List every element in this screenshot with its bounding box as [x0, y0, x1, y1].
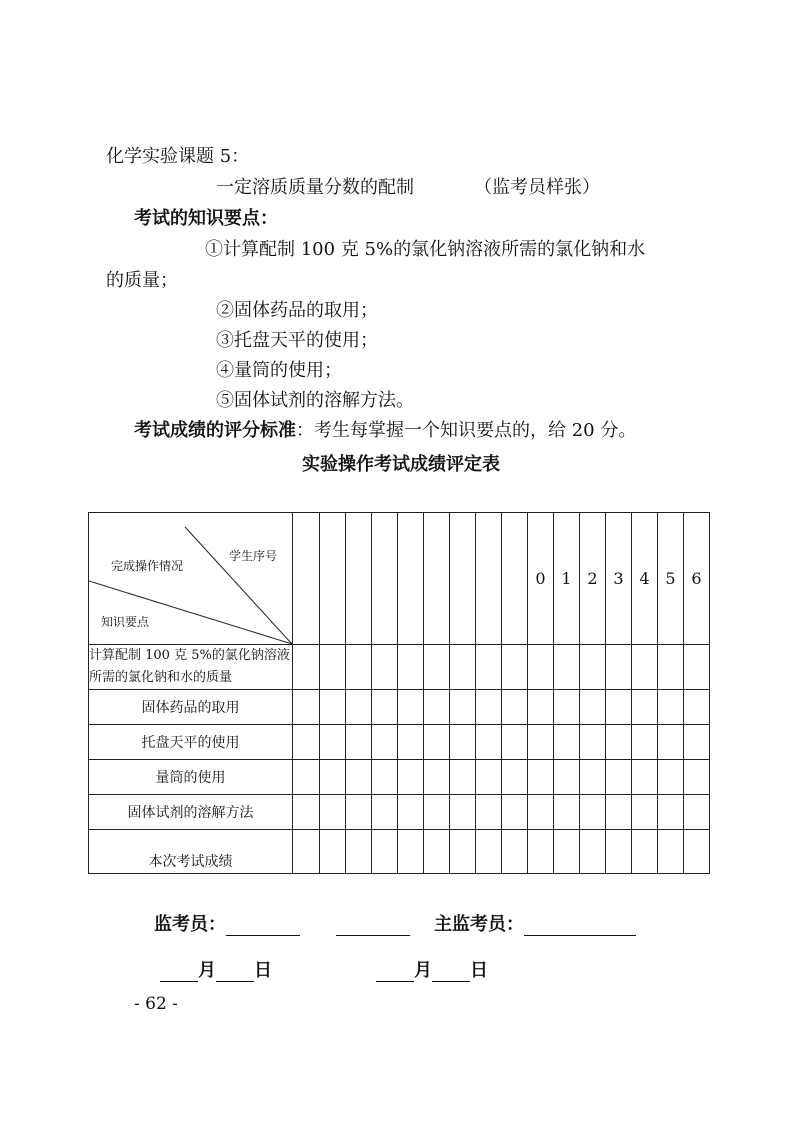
score-header-5: 5 — [658, 513, 684, 645]
knowledge-point-3: ③托盘天平的使用； — [216, 330, 378, 351]
course-title: 化学实验课题 5： — [106, 146, 250, 167]
score-header-3: 3 — [606, 513, 632, 645]
score-header-4: 4 — [632, 513, 658, 645]
chief-examiner-label: 主监考员： — [434, 914, 524, 935]
day-label: 日 — [254, 960, 272, 981]
table-row — [89, 690, 710, 725]
day-blank-1[interactable] — [216, 963, 254, 982]
knowledge-point-2: ②固体药品的取用； — [216, 300, 378, 321]
score-header-2: 2 — [580, 513, 606, 645]
knowledge-point-4: ④量筒的使用； — [216, 360, 342, 381]
table-row — [89, 645, 710, 690]
knowledge-heading: 考试的知识要点： — [134, 208, 278, 229]
score-cell — [372, 513, 398, 645]
table-row — [89, 830, 710, 874]
day-label: 日 — [470, 960, 488, 981]
date-line-2 — [376, 956, 488, 982]
criteria-text: ：考生每掌握一个知识要点的，给 20 分。 — [296, 420, 637, 441]
criteria-label: 考试成绩的评分标准 — [134, 420, 296, 441]
month-blank-1[interactable] — [160, 963, 198, 982]
subtitle: 一定溶质质量分数的配制 — [216, 177, 414, 198]
chief-examiner-signature-line — [434, 910, 636, 936]
month-label: 月 — [198, 960, 216, 981]
knowledge-point-1: ①计算配制 100 克 5%的氯化钠溶液所需的氯化钠和水 — [205, 239, 646, 260]
score-table — [88, 512, 710, 874]
header-student-number: 学生序号 — [229, 549, 278, 563]
examiner-label: 监考员： — [154, 914, 226, 935]
page-number: - 62 - — [134, 994, 178, 1014]
score-cell — [476, 513, 502, 645]
score-header-1: 1 — [554, 513, 580, 645]
row-label: 本次考试成绩 — [89, 830, 293, 874]
score-cell — [424, 513, 450, 645]
knowledge-point-1-cont: 的质量； — [106, 270, 178, 291]
month-label: 月 — [414, 960, 432, 981]
criteria-line — [134, 416, 636, 442]
score-header-6: 6 — [684, 513, 710, 645]
row-label: 计算配制 100 克 5%的氯化钠溶液所需的氯化钠和水的质量 — [89, 645, 293, 690]
month-blank-2[interactable] — [376, 963, 414, 982]
score-cell — [293, 513, 320, 645]
score-cell — [398, 513, 424, 645]
table-row — [89, 795, 710, 830]
header-completion: 完成操作情况 — [111, 559, 184, 573]
score-cell — [346, 513, 372, 645]
score-cell — [502, 513, 528, 645]
examiner-blank-1[interactable] — [226, 917, 300, 936]
row-label: 固体药品的取用 — [89, 690, 293, 725]
table-row — [89, 760, 710, 795]
examiner-blank-2[interactable] — [336, 917, 410, 936]
table-row — [89, 725, 710, 760]
chief-examiner-blank[interactable] — [524, 917, 636, 936]
header-knowledge: 知识要点 — [101, 615, 150, 629]
date-line-1 — [160, 956, 272, 982]
row-label: 固体试剂的溶解方法 — [89, 795, 293, 830]
table-title: 实验操作考试成绩评定表 — [302, 454, 500, 475]
score-cell — [450, 513, 476, 645]
examiner-signature-line — [154, 910, 410, 936]
day-blank-2[interactable] — [432, 963, 470, 982]
diagonal-header-cell — [89, 513, 293, 645]
score-cell — [320, 513, 346, 645]
score-header-0: 0 — [528, 513, 554, 645]
row-label: 量筒的使用 — [89, 760, 293, 795]
knowledge-point-5: ⑤固体试剂的溶解方法。 — [216, 390, 414, 411]
subtitle-note: （监考员样张） — [474, 177, 600, 198]
row-label: 托盘天平的使用 — [89, 725, 293, 760]
